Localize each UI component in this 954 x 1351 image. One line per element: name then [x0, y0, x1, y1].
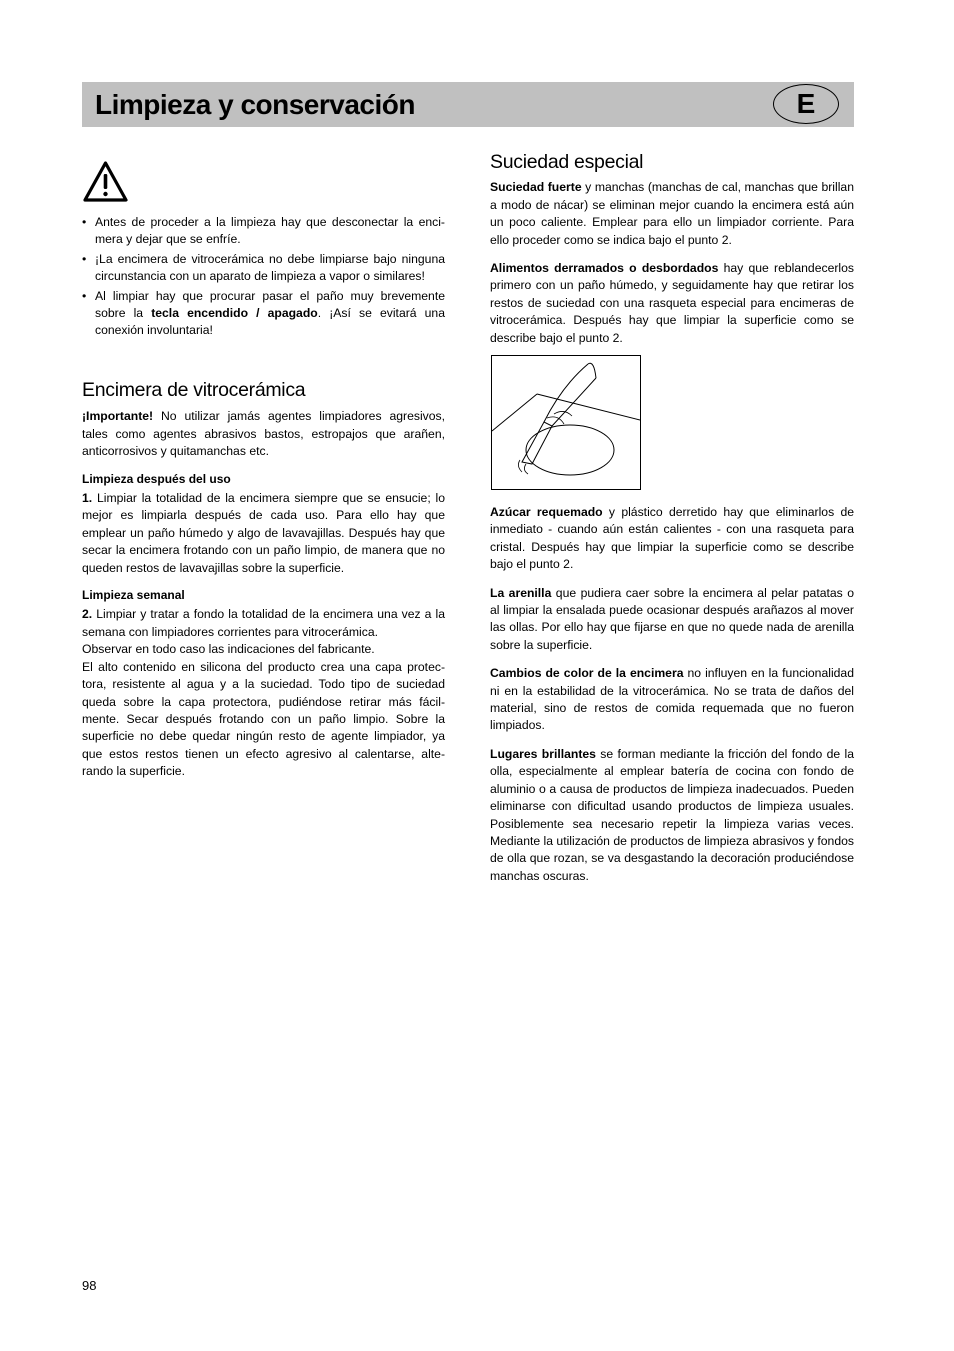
paragraph-sand: La arenilla que pudiera caer sobre la encimera al pelar patatas o al limpiar la ensalada puede ocasionar después arañazos al mover las ollas. Por ello hay que fijarse en que no quede nada de arenilla sobre la superficie. [490, 585, 854, 652]
paragraph-strong-dirt: Suciedad fuerte y manchas (manchas de cal, manchas que brillan a modo de nácar) se eliminan mejor cuando la encimera está aún un poco caliente. Emplear para ello un limpiador corriente. Para ello proceder como se indica bajo el punto 2. [490, 180, 854, 247]
paragraph-shiny-spots: Lugares brillantes se forman mediante la fricción del fondo de la olla, especialmente al emplear batería de cocina con fondo de aluminio o a causa de productos de limpieza inadecuados. Pueden eliminarse con dificultad usando productos de limpieza usuales. Posiblemente sea necesario repetir la limpieza varias veces. Mediante la utilización de productos de limpieza abrasivos y fondos de olla que rozan, se va desgastando la decoración produciéndose manchas oscuras. [490, 746, 854, 883]
step-2-paragraph: 2. Limpiar y tratar a fondo la totalidad de la encimera una vez a la semana con limpiadores corrientes para vitrocerámica. [82, 607, 445, 639]
section-heading: Encimera de vitrocerámica [82, 379, 306, 401]
list-item: • ¡La encimera de vitrocerámica no debe limpiarse bajo ninguna circunstancia con un aparato de limpieza a vapor o similares! [82, 251, 445, 286]
section-heading: Suciedad especial [490, 151, 644, 173]
scraper-drawing [492, 356, 640, 489]
special-section-top [490, 151, 854, 347]
step-2-note: Observar en todo caso las indicaciones del fabricante. [82, 642, 375, 657]
paragraph-color-change: Cambios de color de la encimera no influyen en la funcionalidad ni en la estabilidad de la vitrocerámica. No se trata de daños del material, sino de restos de comida requemada que no fueron limpiados. [490, 666, 854, 733]
list-item: • Al limpiar hay que procurar pasar el paño muy brevemente sobre la tecla encendido / apagado. ¡Así se evitará una conexión involuntaria! [82, 288, 445, 340]
subheading-weekly: Limpieza semanal [82, 588, 185, 603]
scraper-illustration [491, 355, 641, 490]
page-title: Limpieza y conservación [95, 89, 415, 120]
warning-list [82, 214, 445, 340]
paragraph-spilled-food: Alimentos derramados o desbordados hay que reblandecerlos primero con un paño húmedo, y seguidamente hay que retirar los restos de suciedad con una rasqueta especial para encimeras de vitrocerámica. Después hay que limpiar la superficie como se describe bajo el punto 2. [490, 261, 854, 345]
vitro-section [82, 379, 445, 781]
warning-list-block [82, 214, 445, 342]
warning-triangle-icon [82, 160, 129, 203]
language-badge: E [773, 84, 839, 124]
paragraph-burnt-sugar: Azúcar requemado y plástico derretido hay que eliminarlos de inmediato - cuando aún están calientes - con una rasqueta para cristal. Después hay que limpiar la superficie como se describe bajo el punto 2. [490, 505, 855, 572]
page-number: 98 [82, 1278, 97, 1293]
special-section-bottom [490, 504, 854, 885]
subheading-after-use: Limpieza después del uso [82, 471, 231, 486]
step-1-paragraph: 1. Limpiar la totalidad de la encimera siempre que se ensucie; lo mejor es limpiarla después de cada uso. Para ello hay que emplear un paño húmedo y algo de lavavajillas. Después hay que secar la encimera frotando con un paño limpio, de manera que no queden restos de lavavajillas sobre la superficie. [82, 491, 445, 575]
list-item: • Antes de proceder a la limpieza hay que desconectar la enci-mera y dejar que se enfríe. [82, 214, 445, 249]
important-paragraph: ¡Importante! No utilizar jamás agentes limpiadores agresivos, tales como agentes abrasivos bastos, estropajos que arañen, anticorrosivos y quitamanchas etc. [82, 409, 445, 459]
step-2-details: El alto contenido en silicona del producto crea una capa protec-tora, resistente al agua y a la suciedad. Todo tipo de suciedad queda sobre la capa protectora, pudiéndose retirar más fácil-mente. Secar después frotando con un paño limpio. Sobre la superficie no debe quedar ningún resto de agente limpiador, ya que estos restos tienen un efecto agresivo al calentarse, alte-rando la superficie. [82, 659, 445, 779]
section-header [82, 82, 854, 127]
